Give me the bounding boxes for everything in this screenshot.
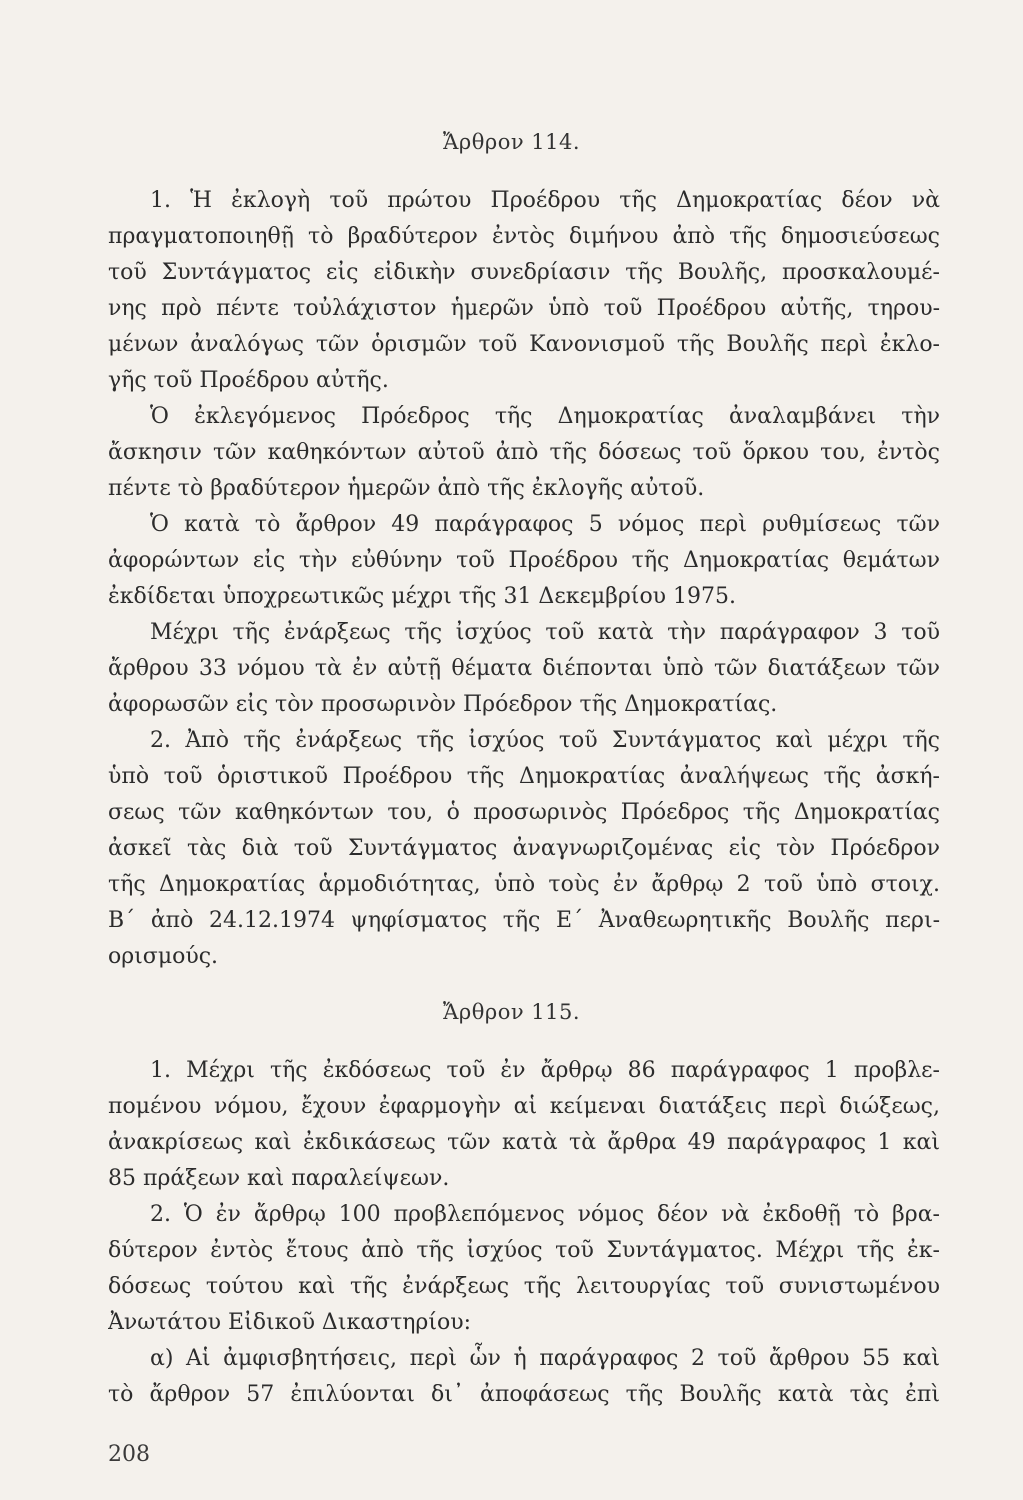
text-line: μένων ἀναλόγως τῶν ὁρισμῶν τοῦ Κανονισμοῦ τῆς Βουλῆς περὶ ἐκλο- bbox=[108, 332, 940, 357]
text-line: 1. Ἡ ἐκλογὴ τοῦ πρώτου Προέδρου τῆς Δημοκρατίας δέον νὰ bbox=[150, 188, 940, 213]
text-line: Ἀνωτάτου Εἰδικοῦ Δικαστηρίου: bbox=[108, 1310, 472, 1335]
article-114-heading: Ἄρθρον 114. bbox=[442, 130, 581, 154]
text-line: ἀφορωσῶν εἰς τὸν προσωρινὸν Πρόεδρον τῆς Δημοκρατίας. bbox=[108, 692, 778, 717]
text-line: σεως τῶν καθηκόντων του, ὁ προσωρινὸς Πρόεδρος τῆς Δημοκρατίας bbox=[108, 800, 940, 825]
text-line: 85 πράξεων καὶ παραλείψεων. bbox=[108, 1166, 450, 1191]
text-line: δόσεως τούτου καὶ τῆς ἐνάρξεως τῆς λειτουργίας τοῦ συνιστωμένου bbox=[108, 1274, 940, 1299]
text-line: νης πρὸ πέντε τοὐλάχιστον ἡμερῶν ὑπὸ τοῦ Προέδρου αὐτῆς, τηρου- bbox=[108, 296, 940, 321]
text-line: α) Αἱ ἀμφισβητήσεις, περὶ ὧν ἡ παράγραφος 2 τοῦ ἄρθρου 55 καὶ bbox=[150, 1346, 940, 1371]
text-line: Μέχρι τῆς ἐνάρξεως τῆς ἰσχύος τοῦ κατὰ τὴν παράγραφον 3 τοῦ bbox=[150, 620, 940, 645]
text-line: 1. Μέχρι τῆς ἐκδόσεως τοῦ ἐν ἄρθρῳ 86 παράγραφος 1 προβλε- bbox=[150, 1058, 940, 1083]
text-line: Β΄ ἀπὸ 24.12.1974 ψηφίσματος τῆς Ε΄ Ἀναθεωρητικῆς Βουλῆς περι- bbox=[108, 908, 940, 933]
text-line: τῆς Δημοκρατίας ἁρμοδιότητας, ὑπὸ τοὺς ἐν ἄρθρῳ 2 τοῦ ὑπὸ στοιχ. bbox=[108, 872, 940, 897]
text-line: ὑπὸ τοῦ ὁριστικοῦ Προέδρου τῆς Δημοκρατίας ἀναλήψεως τῆς ἀσκή- bbox=[108, 764, 940, 789]
text-line: Ὁ κατὰ τὸ ἄρθρον 49 παράγραφος 5 νόμος περὶ ρυθμίσεως τῶν bbox=[150, 512, 940, 537]
text-line: 2. Ὁ ἐν ἄρθρῳ 100 προβλεπόμενος νόμος δέον νὰ ἐκδοθῇ τὸ βρα- bbox=[150, 1202, 940, 1227]
page-number: 208 bbox=[108, 1442, 150, 1467]
text-line: ἀσκεῖ τὰς διὰ τοῦ Συντάγματος ἀναγνωριζομένας εἰς τὸν Πρόεδρον bbox=[108, 836, 940, 861]
text-line: ἀφορώντων εἰς τὴν εὐθύνην τοῦ Προέδρου τῆς Δημοκρατίας θεμάτων bbox=[108, 548, 940, 573]
text-line: τοῦ Συντάγματος εἰς εἰδικὴν συνεδρίασιν τῆς Βουλῆς, προσκαλουμέ- bbox=[108, 260, 940, 285]
text-line: τὸ ἄρθρον 57 ἐπιλύονται δι᾽ ἀποφάσεως τῆς Βουλῆς κατὰ τὰς ἐπὶ bbox=[108, 1382, 940, 1407]
text-line: ἄρθρου 33 νόμου τὰ ἐν αὐτῇ θέματα διέπονται ὑπὸ τῶν διατάξεων τῶν bbox=[108, 656, 940, 681]
article-115-heading: Ἄρθρον 115. bbox=[442, 1000, 581, 1024]
text-line: Ὁ ἐκλεγόμενος Πρόεδρος τῆς Δημοκρατίας ἀναλαμβάνει τὴν bbox=[150, 404, 940, 429]
text-line: ἄσκησιν τῶν καθηκόντων αὐτοῦ ἀπὸ τῆς δόσεως τοῦ ὅρκου του, ἐντὸς bbox=[108, 440, 940, 465]
text-line: ορισμούς. bbox=[108, 944, 219, 969]
text-line: πέντε τὸ βραδύτερον ἡμερῶν ἀπὸ τῆς ἐκλογῆς αὐτοῦ. bbox=[108, 476, 705, 501]
text-line: πραγματοποιηθῇ τὸ βραδύτερον ἐντὸς διμήνου ἀπὸ τῆς δημοσιεύσεως bbox=[108, 224, 940, 249]
text-line: δύτερον ἐντὸς ἔτους ἀπὸ τῆς ἰσχύος τοῦ Συντάγματος. Μέχρι τῆς ἐκ- bbox=[108, 1238, 940, 1263]
text-line: 2. Ἀπὸ τῆς ἐνάρξεως τῆς ἰσχύος τοῦ Συντάγματος καὶ μέχρι τῆς bbox=[150, 728, 940, 753]
text-line: ἀνακρίσεως καὶ ἐκδικάσεως τῶν κατὰ τὰ ἄρθρα 49 παράγραφος 1 καὶ bbox=[108, 1130, 940, 1155]
text-line: ἐκδίδεται ὑποχρεωτικῶς μέχρι τῆς 31 Δεκεμβρίου 1975. bbox=[108, 584, 737, 609]
text-line: πομένου νόμου, ἔχουν ἐφαρμογὴν αἱ κείμεναι διατάξεις περὶ διώξεως, bbox=[108, 1094, 940, 1119]
text-line: γῆς τοῦ Προέδρου αὐτῆς. bbox=[108, 368, 389, 393]
